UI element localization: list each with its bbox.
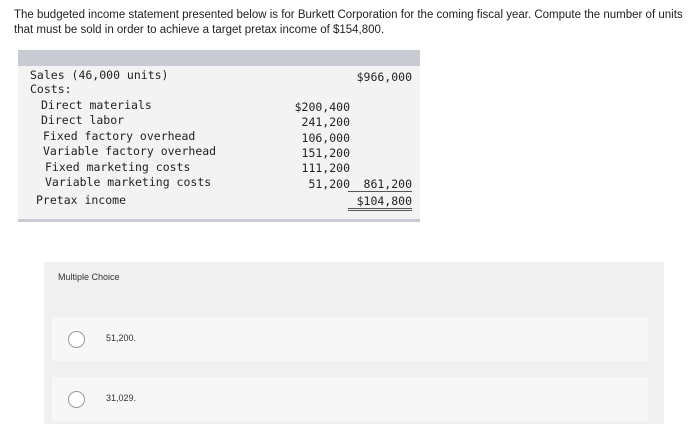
cost-value-direct-materials: $200,400 bbox=[294, 100, 350, 114]
cost-value-variable-marketing: 51,200 bbox=[308, 177, 350, 191]
statement-header-bar bbox=[18, 50, 420, 66]
cost-value-fixed-marketing: 111,200 bbox=[301, 161, 350, 175]
choice-option-1[interactable] bbox=[52, 317, 648, 361]
radio-circle-icon[interactable] bbox=[68, 331, 85, 348]
choice-label-1: 51,200. bbox=[106, 333, 137, 343]
sales-label: Sales (46,000 units) bbox=[30, 68, 169, 82]
cost-label-fixed-marketing: Fixed marketing costs bbox=[45, 160, 191, 174]
radio-circle-icon[interactable] bbox=[68, 391, 85, 408]
multiple-choice-title: Multiple Choice bbox=[58, 272, 120, 282]
cost-label-variable-marketing: Variable marketing costs bbox=[45, 175, 212, 189]
cost-label-direct-labor: Direct labor bbox=[41, 113, 125, 127]
statement-footer-bar bbox=[18, 219, 420, 222]
multiple-choice-panel bbox=[44, 262, 664, 424]
income-statement bbox=[18, 50, 420, 222]
pretax-income-value: $104,800 bbox=[348, 194, 412, 211]
cost-label-direct-materials: Direct materials bbox=[41, 98, 152, 112]
cost-value-variable-factory-overhead: 151,200 bbox=[301, 146, 350, 160]
cost-label-variable-factory-overhead: Variable factory overhead bbox=[43, 144, 217, 158]
cost-label-fixed-factory-overhead: Fixed factory overhead bbox=[43, 129, 196, 143]
choice-option-2[interactable] bbox=[52, 377, 648, 421]
pretax-income-label: Pretax income bbox=[36, 193, 127, 207]
costs-label: Costs: bbox=[30, 82, 72, 96]
cost-value-direct-labor: 241,200 bbox=[301, 115, 350, 129]
sales-value: $966,000 bbox=[356, 70, 412, 84]
choice-label-2: 31,029. bbox=[106, 393, 137, 403]
question-text: The budgeted income statement presented below is for Burkett Corporation for the coming fiscal year. Compute the number of units that must be sold in order to achieve a target pretax income of $154,800. bbox=[14, 9, 683, 36]
cost-value-fixed-factory-overhead: 106,000 bbox=[301, 131, 350, 145]
total-costs-value: 861,200 bbox=[348, 177, 412, 192]
